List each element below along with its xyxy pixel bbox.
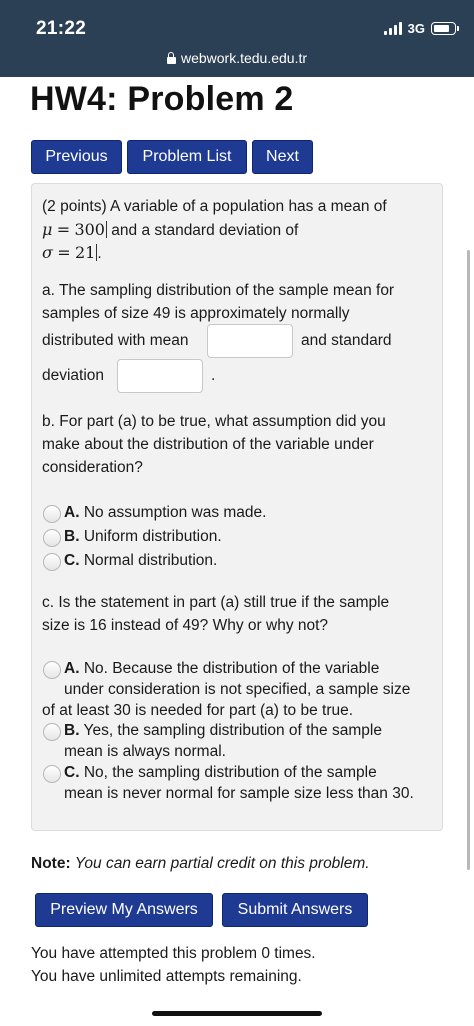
sigma-value: 21 <box>74 243 96 262</box>
mean-answer-input[interactable] <box>207 324 293 358</box>
preview-answers-button[interactable]: Preview My Answers <box>35 893 213 927</box>
submit-answers-button[interactable]: Submit Answers <box>222 893 368 927</box>
part-c-line2: size is 16 instead of 49? Why or why not? <box>42 617 329 634</box>
page-title: HW4: Problem 2 <box>30 80 294 118</box>
part-c-option-c-line2[interactable]: mean is never normal for sample size less than 30. <box>64 785 414 802</box>
home-indicator[interactable] <box>152 1011 322 1016</box>
problem-intro-line3 <box>42 241 102 265</box>
part-a-deviation: deviation <box>42 367 105 384</box>
equals-sign-2: = <box>57 243 71 262</box>
battery-icon <box>431 22 456 35</box>
part-a-line2: samples of size 49 is approximately normally <box>42 305 350 322</box>
network-type: 3G <box>407 20 425 36</box>
browser-top-bar <box>0 0 474 77</box>
signal-strength-icon <box>384 22 402 35</box>
part-c-option-c-line1[interactable]: C. No, the sampling distribution of the sample <box>64 764 377 781</box>
part-b-line3: consideration? <box>42 459 143 476</box>
part-c-radio-b[interactable] <box>43 723 61 741</box>
part-c-option-a-line3[interactable]: of at least 30 is needed for part (a) to be true. <box>42 702 354 719</box>
mu-value: 300 <box>74 220 105 239</box>
intro-sd-text: and a standard deviation of <box>111 222 299 239</box>
part-c-option-a-line1[interactable]: A. No. Because the distribution of the variable <box>64 660 380 677</box>
scrollbar[interactable] <box>467 250 470 870</box>
intro-period: . <box>97 245 102 262</box>
lock-icon <box>167 57 176 64</box>
part-b-radio-b[interactable] <box>43 529 61 547</box>
part-a-line1: a. The sampling distribution of the sample mean for <box>42 282 395 299</box>
part-b-option-c[interactable]: C. Normal distribution. <box>64 552 218 569</box>
status-time: 21:22 <box>36 18 87 39</box>
part-b-radio-a[interactable] <box>43 505 61 523</box>
part-b-line2: make about the distribution of the variable under <box>42 436 374 453</box>
sigma-symbol: σ <box>42 243 53 262</box>
problem-intro-line1: (2 points) A variable of a population has a mean of <box>42 198 387 215</box>
part-b-option-b[interactable]: B. Uniform distribution. <box>64 528 222 545</box>
part-a-line3: distributed with mean <box>42 332 189 349</box>
mu-symbol: μ <box>42 220 53 239</box>
attempts-remaining: You have unlimited attempts remaining. <box>31 968 302 985</box>
note-label: Note: <box>31 855 71 872</box>
next-button[interactable]: Next <box>252 140 313 174</box>
part-b-radio-c[interactable] <box>43 553 61 571</box>
part-c-option-b-line2[interactable]: mean is always normal. <box>64 743 226 760</box>
part-c-radio-a[interactable] <box>43 661 61 679</box>
part-b-line1: b. For part (a) to be true, what assumption did you <box>42 413 386 430</box>
url-text: webwork.tedu.edu.tr <box>180 50 308 66</box>
problem-list-button[interactable]: Problem List <box>127 140 247 174</box>
address-bar[interactable] <box>0 50 474 66</box>
status-indicators <box>384 20 456 36</box>
equals-sign: = <box>56 220 71 239</box>
note-text: You can earn partial credit on this problem. <box>74 855 370 872</box>
part-b-option-a[interactable]: A. No assumption was made. <box>64 504 267 521</box>
text-cursor <box>106 221 107 238</box>
part-c-option-a-line2[interactable]: under consideration is not specified, a sample size <box>64 681 411 698</box>
part-a-and-standard: and standard <box>301 332 392 349</box>
problem-intro-line2 <box>42 218 298 242</box>
previous-button[interactable]: Previous <box>31 140 122 174</box>
partial-credit-note <box>31 855 370 873</box>
sd-answer-input[interactable] <box>117 359 203 393</box>
part-c-line1: c. Is the statement in part (a) still true if the sample <box>42 594 390 611</box>
battery-level <box>434 25 449 32</box>
part-c-radio-c[interactable] <box>43 765 61 783</box>
attempts-count: You have attempted this problem 0 times. <box>31 945 316 962</box>
part-c-option-b-line1[interactable]: B. Yes, the sampling distribution of the sample <box>64 722 382 739</box>
part-a-period: . <box>211 367 216 384</box>
